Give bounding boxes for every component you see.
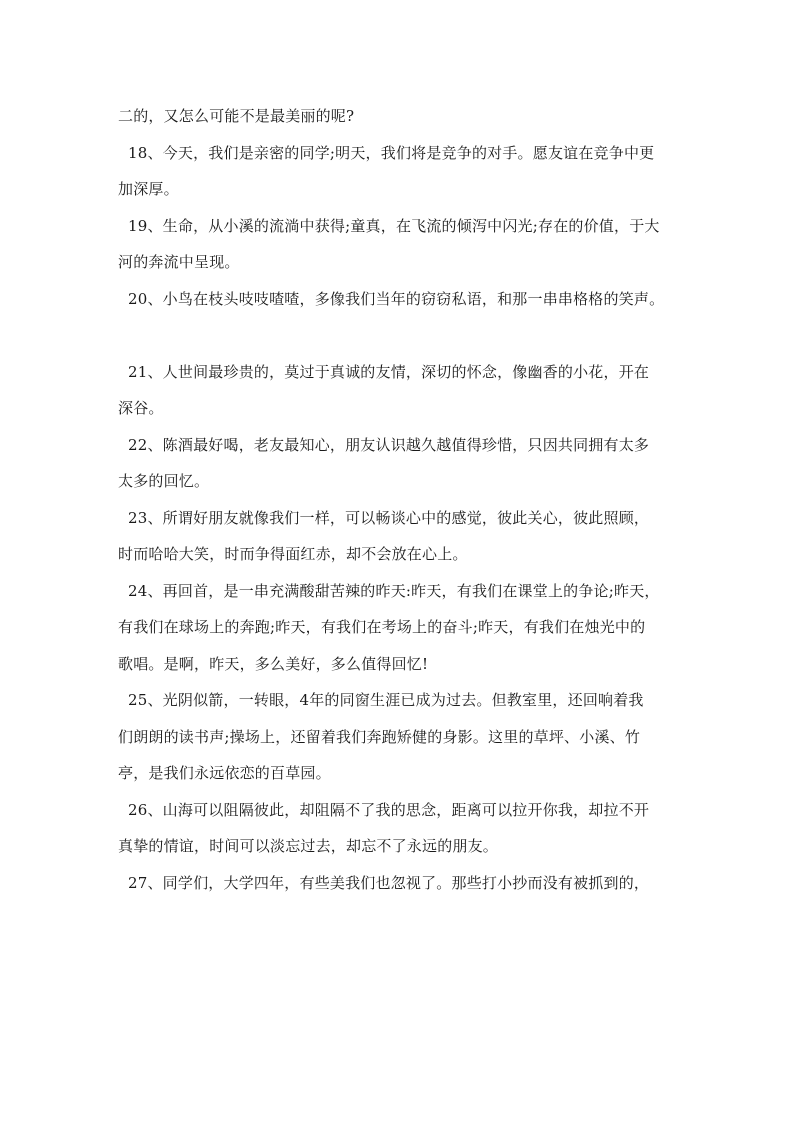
text-line: 24、再回首，是一串充满酸甜苦辣的昨天:昨天，有我们在课堂上的争论;昨天， [128, 581, 660, 600]
text-line: 河的奔流中呈现。 [118, 253, 240, 271]
text-line: 有我们在球场上的奔跑;昨天，有我们在考场上的奋斗;昨天，有我们在烛光中的 [118, 618, 646, 636]
body-text [118, 98, 678, 901]
text-line: 加深厚。 [118, 180, 179, 198]
text-line: 18、今天，我们是亲密的同学;明天，我们将是竞争的对手。愿友谊在竞争中更 [128, 143, 655, 162]
text-line: 深谷。 [118, 399, 164, 417]
text-line: 19、生命，从小溪的流淌中获得;童真，在飞流的倾泻中闪光;存在的价值，于大 [128, 216, 660, 235]
text-line: 二的，又怎么可能不是最美丽的呢? [118, 107, 355, 125]
text-line: 20、小鸟在枝头吱吱喳喳，多像我们当年的窃窃私语，和那一串串格格的笑声。 [128, 289, 665, 308]
text-line: 23、所谓好朋友就像我们一样，可以畅谈心中的感觉，彼此关心，彼此照顾， [128, 508, 650, 527]
text-line: 歌唱。是啊，昨天，多么美好，多么值得回忆! [118, 654, 429, 673]
text-line: 时而哈哈大笑，时而争得面红赤，却不会放在心上。 [118, 545, 468, 563]
text-line: 26、山海可以阻隔彼此，却阻隔不了我的思念，距离可以拉开你我，却拉不开 [128, 800, 650, 819]
text-line: 太多的回忆。 [118, 472, 210, 490]
text-line: 27、同学们，大学四年，有些美我们也忽视了。那些打小抄而没有被抓到的， [128, 873, 650, 892]
text-line: 25、光阴似箭，一转眼，4年的同窗生涯已成为过去。但教室里，还回响着我 [128, 691, 644, 709]
text-line: 21、人世间最珍贵的，莫过于真诚的友情，深切的怀念，像幽香的小花，开在 [128, 362, 650, 381]
text-line: 真挚的情谊，时间可以淡忘过去，却忘不了永远的朋友。 [118, 837, 499, 855]
text-line: 们朗朗的读书声;操场上，还留着我们奔跑矫健的身影。这里的草坪、小溪、竹 [118, 727, 641, 746]
blank-line [118, 317, 678, 354]
text-line: 22、陈酒最好喝，老友最知心，朋友认识越久越值得珍惜，只因共同拥有太多 [128, 435, 650, 454]
text-line: 亭，是我们永远依恋的百草园。 [118, 764, 331, 782]
